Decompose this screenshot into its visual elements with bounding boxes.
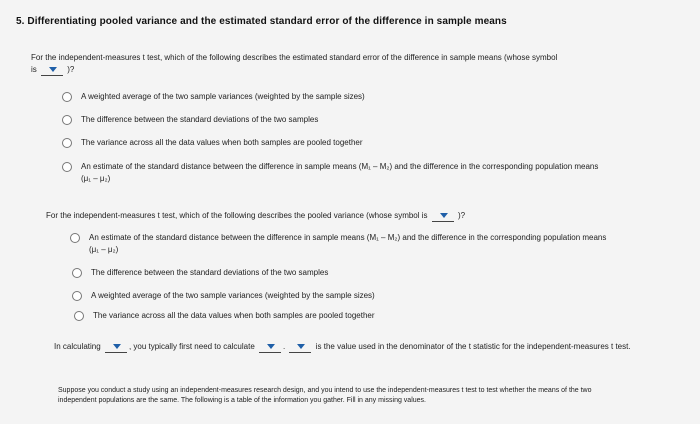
q1-option-2[interactable]: [62, 114, 641, 126]
symbol-dropdown-1[interactable]: [41, 65, 63, 76]
q2-option-3[interactable]: [72, 290, 651, 302]
blank-dropdown-3[interactable]: [289, 342, 311, 353]
radio-button[interactable]: [74, 311, 84, 321]
radio-button[interactable]: [62, 92, 72, 102]
q2-option-1[interactable]: [70, 232, 614, 256]
q3-part-a: In calculating: [54, 342, 101, 351]
q1-option-3[interactable]: [62, 137, 641, 149]
q2-prompt-text: For the independent-measures t test, which of the following describes the pooled variance (whose symbol is: [46, 211, 428, 220]
q1-option-4-label: An estimate of the standard distance between the difference in sample means (M₁ – M₂) and the difference in the corresponding population means (μ₁ – μ₂): [81, 162, 599, 183]
q2-option-2[interactable]: [72, 267, 651, 279]
q1-prompt-end: )?: [67, 65, 75, 74]
page-title: 5. Differentiating pooled variance and the estimated standard error of the difference in sample means: [16, 16, 507, 27]
radio-button[interactable]: [62, 138, 72, 148]
q3-part-b: , you typically first need to calculate: [128, 342, 255, 351]
radio-button[interactable]: [70, 233, 80, 243]
q1-prompt-is: is: [31, 65, 37, 74]
question-4-intro: Suppose you conduct a study using an independent-measures research design, and you intend to use the independent-measures t test to test whether the means of the two independent populations are the same. The following is a table of the information you gather. Fill in any missing values.: [58, 387, 592, 404]
blank-dropdown-2[interactable]: [259, 342, 281, 353]
symbol-dropdown-2[interactable]: [432, 211, 454, 222]
question-1-prompt: [31, 52, 671, 76]
radio-button[interactable]: [72, 268, 82, 278]
q2-option-4[interactable]: [74, 310, 653, 322]
chevron-down-icon: [297, 344, 305, 349]
question-3-sentence: [54, 341, 644, 353]
chevron-down-icon: [267, 344, 275, 349]
chevron-down-icon: [49, 67, 57, 72]
q1-prompt-text: For the independent-measures t test, which of the following describes the estimated standard error of the difference in sample means (whose symbol: [31, 53, 558, 62]
radio-button[interactable]: [72, 291, 82, 301]
q1-option-2-label: The difference between the standard deviations of the two samples: [81, 115, 319, 124]
chevron-down-icon: [113, 344, 121, 349]
q2-prompt-end: )?: [458, 211, 466, 220]
q2-option-1-label: An estimate of the standard distance between the difference in sample means (M₁ – M₂) and the difference in the corresponding population means (μ₁ – μ₂): [89, 233, 607, 254]
q3-part-c: .: [283, 342, 286, 351]
q2-option-3-label: A weighted average of the two sample variances (weighted by the sample sizes): [91, 291, 375, 300]
q1-option-4[interactable]: [62, 161, 606, 185]
chevron-down-icon: [440, 213, 448, 218]
radio-button[interactable]: [62, 162, 72, 172]
q2-option-4-label: The variance across all the data values when both samples are pooled together: [93, 311, 375, 320]
q2-option-2-label: The difference between the standard deviations of the two samples: [91, 268, 329, 277]
blank-dropdown-1[interactable]: [105, 342, 127, 353]
q1-option-1-label: A weighted average of the two sample variances (weighted by the sample sizes): [81, 92, 365, 101]
q1-option-3-label: The variance across all the data values when both samples are pooled together: [81, 138, 363, 147]
question-2-prompt: [46, 210, 646, 222]
radio-button[interactable]: [62, 115, 72, 125]
q3-part-d: is the value used in the denominator of the t statistic for the independent-measures t test.: [315, 342, 631, 351]
q1-option-1[interactable]: [62, 91, 641, 103]
